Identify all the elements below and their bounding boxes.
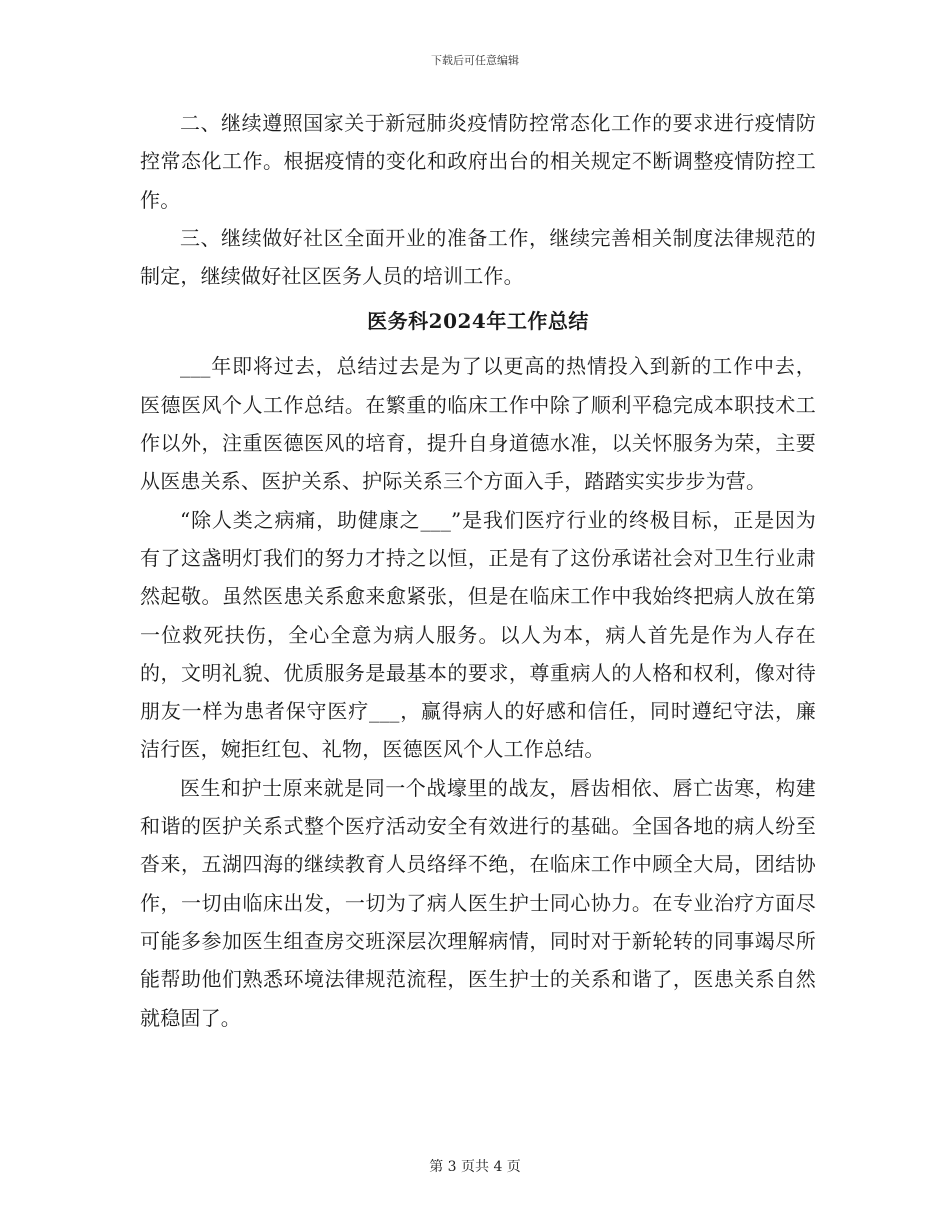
paragraph-item-2: 二、继续遵照国家关于新冠肺炎疫情防控常态化工作的要求进行疫情防控常态化工作。根据疫情的变化和政府出台的相关规定不断调整疫情防控工作。 <box>140 111 816 212</box>
paragraph-doctor-nurse: 医生和护士原来就是同一个战壕里的战友，唇齿相依、唇亡齿寒，构建和谐的医护关系式整个医疗活动安全有效进行的基础。全国各地的病人纷至沓来，五湖四海的继续教育人员络绎不绝，在临床工作中顾全大局，团结协作，一切由临床出发，一切为了病人医生护士同心协力。在专业治疗方面尽可能多参加医生组查房交班深层次理解病情，同时对于新轮转的同事竭尽所能帮助他们熟悉环境法律规范流程，医生护士的关系和谐了，医患关系自然就稳固了。 <box>140 775 816 1030</box>
paragraph-item-3: 三、继续做好社区全面开业的准备工作，继续完善相关制度法律规范的制定，继续做好社区医务人员的培训工作。 <box>140 225 816 289</box>
section-title: 医务科2024年工作总结 <box>367 309 589 334</box>
page-header: 下载后可任意编辑 <box>431 54 519 67</box>
page-number: 第 3 页共 4 页 <box>429 1159 521 1175</box>
document-body <box>140 104 816 1037</box>
paragraph-doctor-patient: “除人类之病痛，助健康之___”是我们医疗行业的终极目标，正是因为有了这盏明灯我们的努力才持之以恒，正是有了这份承诺社会对卫生行业肃然起敬。虽然医患关系愈来愈紧张，但是在临床工作中我始终把病人放在第一位救死扶伤，全心全意为病人服务。以人为本，病人首先是作为人存在的，文明礼貌、优质服务是最基本的要求，尊重病人的人格和权利，像对待朋友一样为患者保守医疗___，赢得病人的好感和信任，同时遵纪守法，廉洁行医，婉拒红包、礼物，医德医风个人工作总结。 <box>140 507 816 762</box>
paragraph-intro: ___年即将过去，总结过去是为了以更高的热情投入到新的工作中去，医德医风个人工作总结。在繁重的临床工作中除了顺利平稳完成本职技术工作以外，注重医德医风的培育，提升自身道德水准，以关怀服务为荣，主要从医患关系、医护关系、护际关系三个方面入手，踏踏实实步步为营。 <box>140 354 816 494</box>
